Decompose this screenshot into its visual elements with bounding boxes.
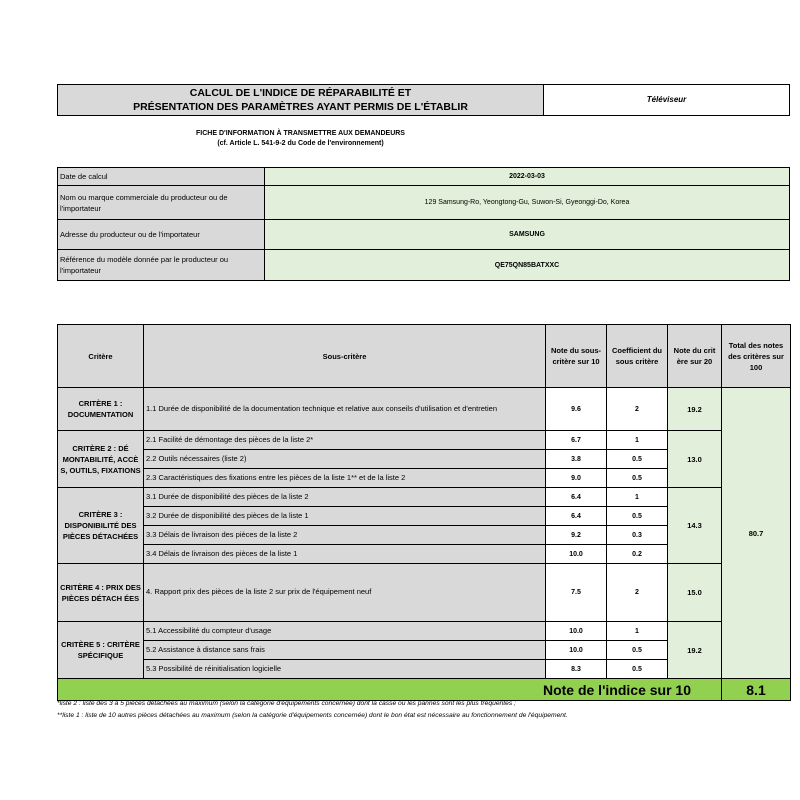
subcriterion-label: 2.2 Outils nécessaires (liste 2)	[144, 450, 546, 469]
table-row	[58, 488, 791, 507]
total-score: 80.7	[722, 388, 791, 679]
info-row	[58, 250, 790, 281]
info-label: Adresse du producteur ou de l'importateur	[58, 220, 265, 250]
table-row	[58, 431, 791, 450]
criterion-name: CRITÈRE 2 : DÉ MONTABILITÉ, ACCÈ S, OUTILS, FIXATIONS	[58, 431, 144, 488]
criterion-name: CRITÈRE 5 : CRITÈRE SPÉCIFIQUE	[58, 622, 144, 679]
info-table	[57, 167, 790, 281]
final-score-label: Note de l'indice sur 10	[58, 679, 722, 701]
subtitle-line-1: FICHE D'INFORMATION À TRANSMETTRE AUX DEMANDEURS	[196, 130, 405, 137]
table-row	[58, 388, 791, 431]
subcriterion-note: 8.3	[546, 660, 607, 679]
product-category: Téléviseur	[544, 84, 790, 116]
header-critere: Critère	[58, 325, 144, 388]
subcriterion-coef: 0.3	[607, 526, 668, 545]
subcriterion-label: 5.3 Possibilité de réinitialisation logicielle	[144, 660, 546, 679]
subcriterion-note: 10.0	[546, 641, 607, 660]
subcriterion-label: 5.1 Accessibilité du compteur d'usage	[144, 622, 546, 641]
info-label: Nom ou marque commerciale du producteur ou de l'importateur	[58, 186, 265, 220]
criterion-score: 15.0	[668, 564, 722, 622]
footnote-2: **liste 1 : liste de 10 autres pièces détachées au maximum (selon la catégorie d'équipements concernée) dont le bon état est nécessaire au fonctionnement de l'équipement.	[57, 712, 568, 719]
subcriterion-note: 6.4	[546, 488, 607, 507]
criterion-name: CRITÈRE 1 : DOCUMENTATION	[58, 388, 144, 431]
info-label: Référence du modèle donnée par le producteur ou l'importateur	[58, 250, 265, 281]
subcriterion-label: 3.4 Délais de livraison des pièces de la liste 1	[144, 545, 546, 564]
subcriterion-coef: 1	[607, 622, 668, 641]
info-label: Date de calcul	[58, 168, 265, 186]
subcriterion-coef: 0.5	[607, 469, 668, 488]
subcriterion-coef: 0.5	[607, 450, 668, 469]
footnote-1: *liste 2 : liste des 3 à 5 pièces détachées au maximum (selon la catégorie d'équipements concernée) dont la casse ou les pannes sont les plus fréquentes ;	[57, 700, 516, 707]
info-row	[58, 168, 790, 186]
header-sous-critere: Sous-critère	[144, 325, 546, 388]
header-note-sous-critere: Note du sous-critère sur 10	[546, 325, 607, 388]
info-value: 129 Samsung-Ro, Yeongtong-Gu, Suwon-Si, Gyeonggi-Do, Korea	[265, 186, 790, 220]
subcriterion-label: 5.2 Assistance à distance sans frais	[144, 641, 546, 660]
subtitle	[57, 129, 544, 149]
subcriterion-label: 1.1 Durée de disponibilité de la documentation technique et relative aux conseils d'utilisation et d'entretien	[144, 388, 546, 431]
subcriterion-coef: 1	[607, 488, 668, 507]
subcriterion-label: 4. Rapport prix des pièces de la liste 2 sur prix de l'équipement neuf	[144, 564, 546, 622]
header-note-critere: Note du crit ère sur 20	[668, 325, 722, 388]
criterion-score: 14.3	[668, 488, 722, 564]
info-value: QE75QN85BATXXC	[265, 250, 790, 281]
subtitle-line-2: (cf. Article L. 541-9-2 du Code de l'environnement)	[217, 140, 384, 147]
criterion-score: 13.0	[668, 431, 722, 488]
document-title	[57, 84, 544, 116]
subcriterion-coef: 0.5	[607, 507, 668, 526]
subcriterion-coef: 0.5	[607, 641, 668, 660]
subcriterion-note: 9.6	[546, 388, 607, 431]
subcriterion-coef: 0.5	[607, 660, 668, 679]
criterion-name: CRITÈRE 4 : PRIX DES PIÈCES DÉTACH ÉES	[58, 564, 144, 622]
subcriterion-coef: 0.2	[607, 545, 668, 564]
header-row	[58, 325, 791, 388]
subcriterion-coef: 2	[607, 564, 668, 622]
final-score-value: 8.1	[722, 679, 791, 701]
subcriterion-note: 3.8	[546, 450, 607, 469]
criterion-score: 19.2	[668, 388, 722, 431]
subcriterion-label: 3.1 Durée de disponibilité des pièces de la liste 2	[144, 488, 546, 507]
criterion-score: 19.2	[668, 622, 722, 679]
subcriterion-note: 9.0	[546, 469, 607, 488]
subcriterion-note: 7.5	[546, 564, 607, 622]
title-line-1: CALCUL DE L'INDICE DE RÉPARABILITÉ ET	[189, 87, 412, 99]
info-value: 2022-03-03	[265, 168, 790, 186]
subcriterion-coef: 2	[607, 388, 668, 431]
header-total: Total des notes des critères sur 100	[722, 325, 791, 388]
title-line-2: PRÉSENTATION DES PARAMÈTRES AYANT PERMIS DE L'ÉTABLIR	[133, 101, 468, 113]
subcriterion-note: 6.4	[546, 507, 607, 526]
subcriterion-note: 10.0	[546, 622, 607, 641]
subcriterion-note: 10.0	[546, 545, 607, 564]
header-coefficient: Coefficient du sous critère	[607, 325, 668, 388]
subcriterion-label: 3.3 Délais de livraison des pièces de la liste 2	[144, 526, 546, 545]
subcriterion-note: 9.2	[546, 526, 607, 545]
info-row	[58, 186, 790, 220]
table-row	[58, 564, 791, 622]
criterion-name: CRITÈRE 3 : DISPONIBILITÉ DES PIÈCES DÉTACHÉES	[58, 488, 144, 564]
info-row	[58, 220, 790, 250]
info-value: SAMSUNG	[265, 220, 790, 250]
subcriterion-note: 6.7	[546, 431, 607, 450]
subcriterion-coef: 1	[607, 431, 668, 450]
criteria-table	[57, 324, 791, 701]
table-row	[58, 622, 791, 641]
subcriterion-label: 2.1 Facilité de démontage des pièces de la liste 2*	[144, 431, 546, 450]
subcriterion-label: 2.3 Caractéristiques des fixations entre les pièces de la liste 1** et de la liste 2	[144, 469, 546, 488]
subcriterion-label: 3.2 Durée de disponibilité des pièces de la liste 1	[144, 507, 546, 526]
